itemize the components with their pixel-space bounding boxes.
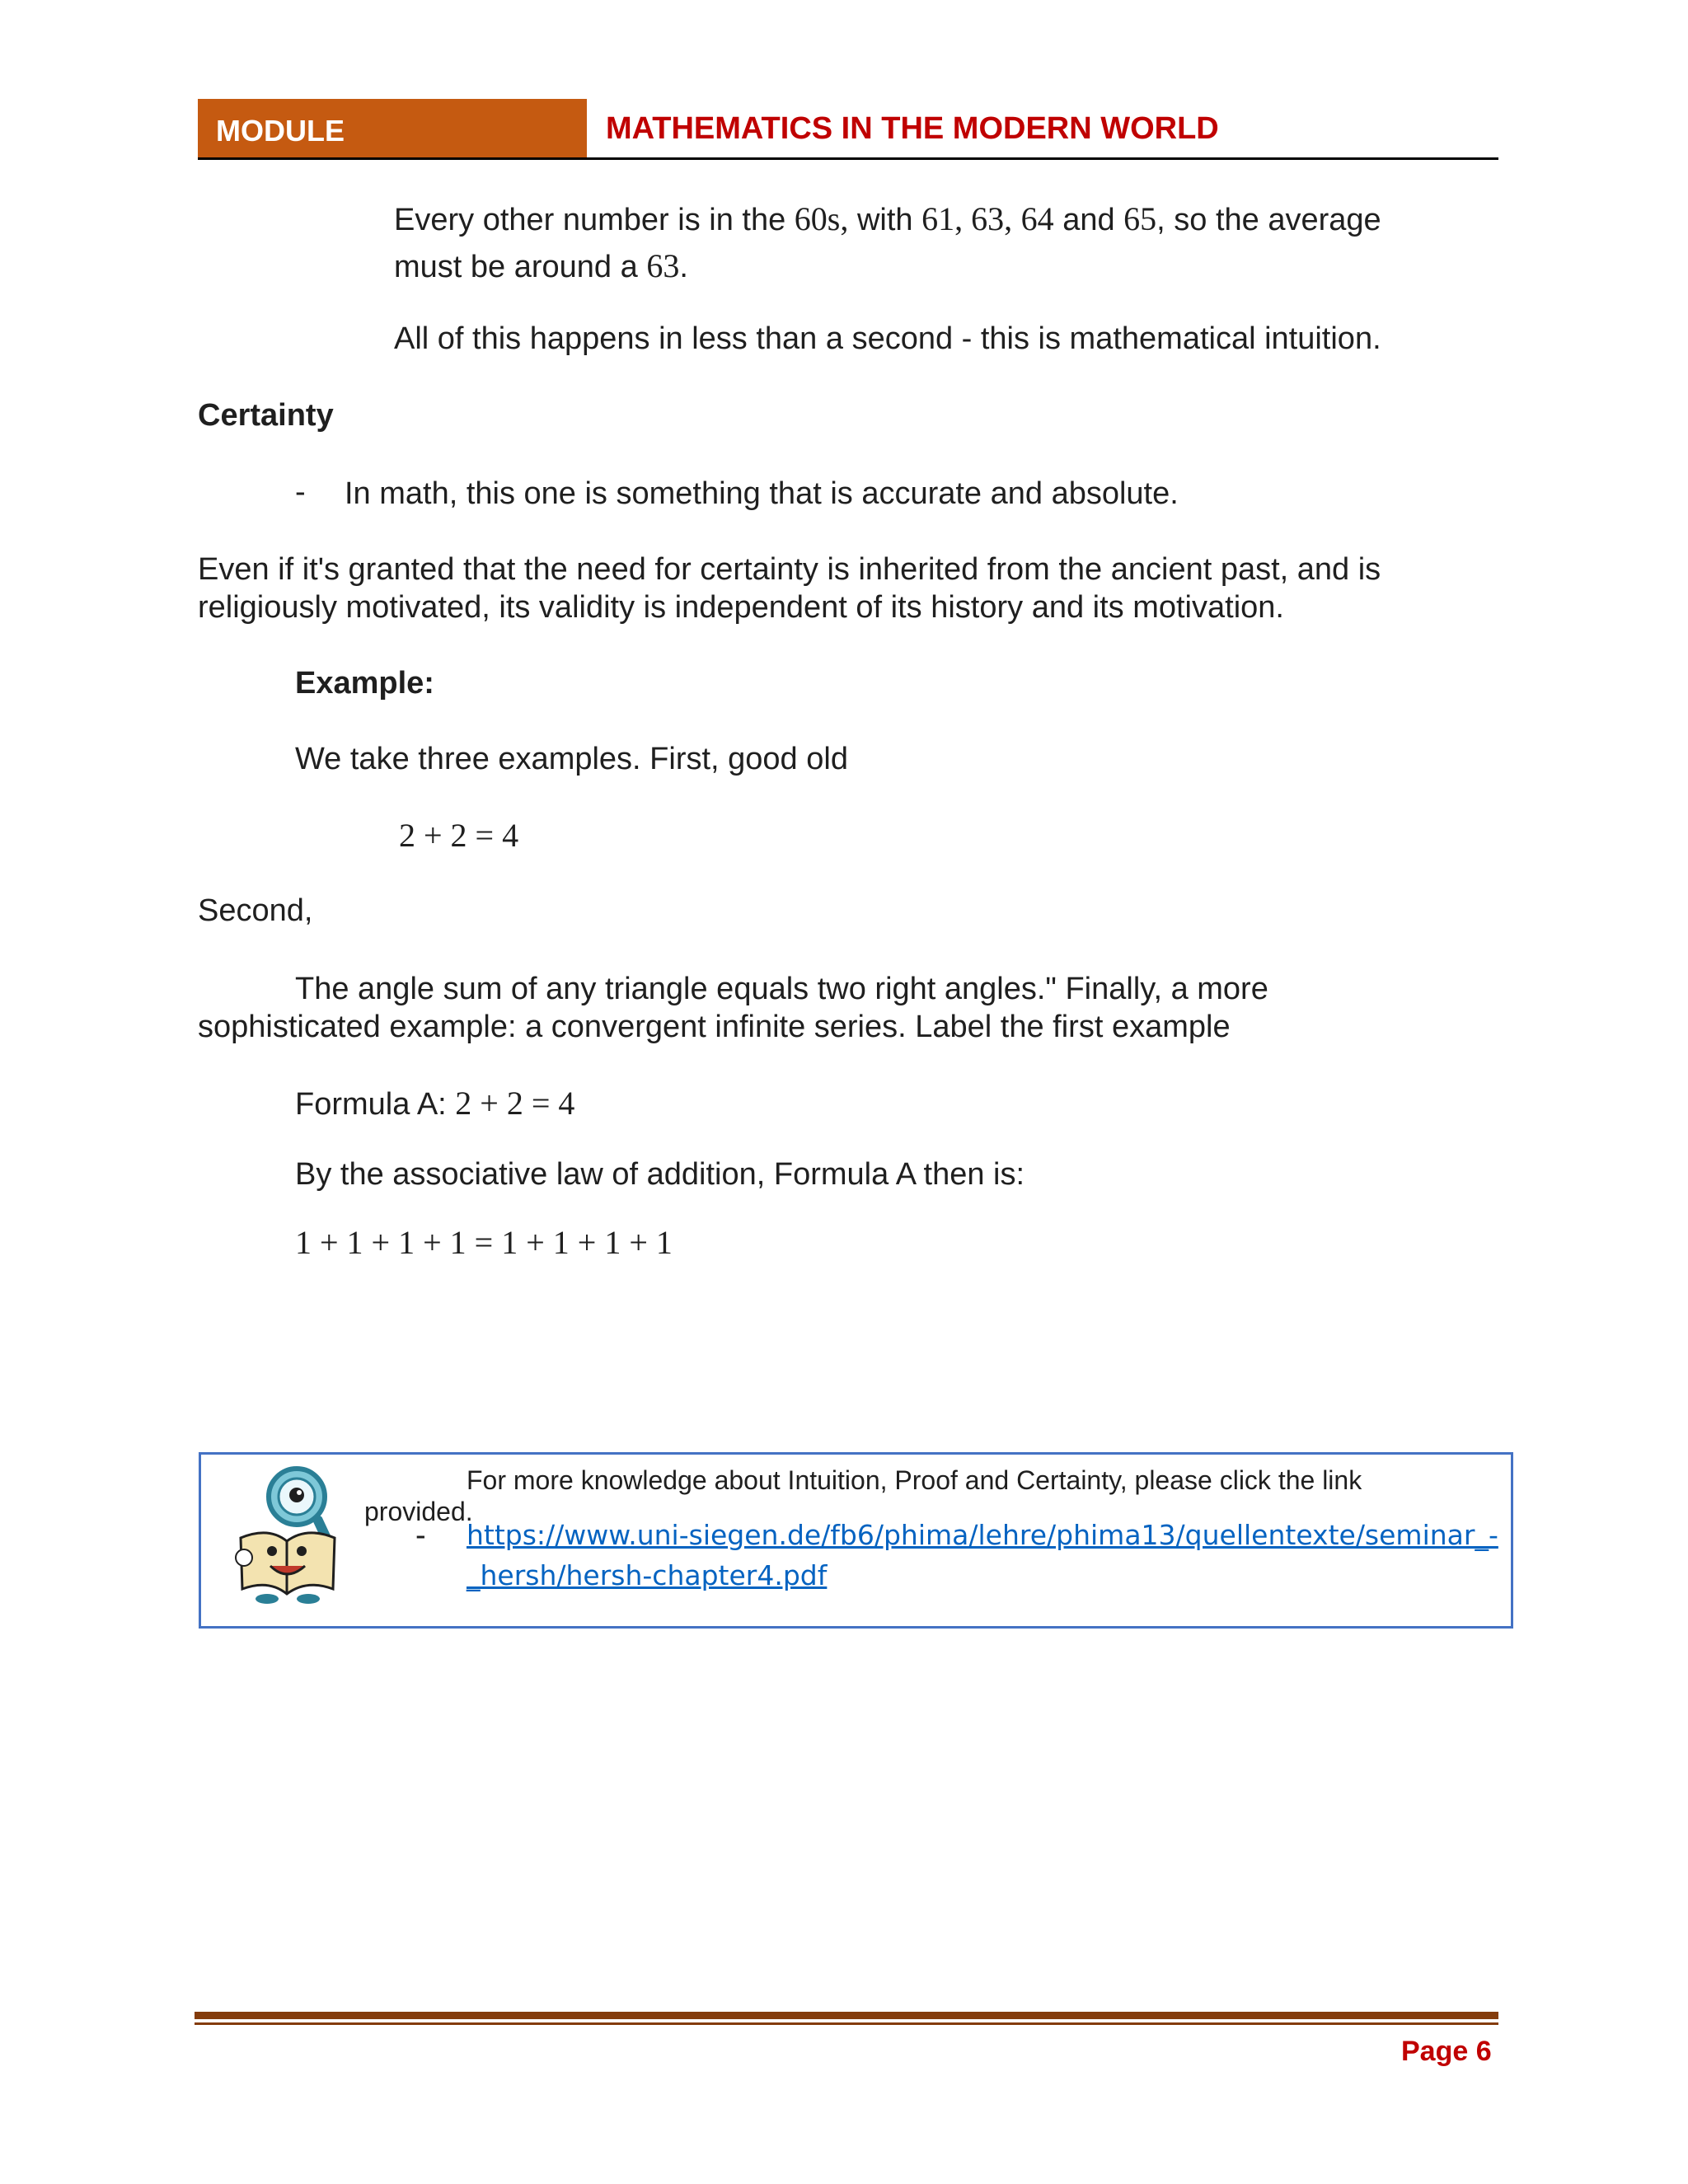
text-fragment: and <box>1062 203 1115 237</box>
second-label: Second, <box>198 893 313 928</box>
certainty-definition: In math, this one is something that is accurate and absolute. <box>345 476 1179 511</box>
math-65: 65 <box>1123 200 1157 237</box>
triangle-line-2: sophisticated example: a convergent infinite series. Label the first example <box>198 1010 1231 1044</box>
text-fragment: must be around a <box>394 250 638 284</box>
intuition-summary: All of this happens in less than a second - this is mathematical intuition. <box>394 321 1381 356</box>
math-63: 63 <box>646 247 680 284</box>
hersh-chapter-link[interactable]: https://www.uni-siegen.de/fb6/phima/lehre/phima13/quellentexte/seminar_- <box>467 1519 1498 1551</box>
bullet-dash: - <box>295 475 306 509</box>
page-number: Page 6 <box>1401 2036 1492 2067</box>
intuition-line-1 <box>394 200 1381 239</box>
module-label: MODULE <box>216 114 345 148</box>
equation-ones: 1 + 1 + 1 + 1 = 1 + 1 + 1 + 1 <box>295 1224 673 1261</box>
formula-a-equation: 2 + 2 = 4 <box>455 1085 575 1122</box>
text-fragment: Every other number is in the <box>394 203 786 237</box>
example-intro: We take three examples. First, good old <box>295 742 848 776</box>
footer-rule-thick <box>195 2012 1498 2019</box>
equation-2-plus-2: 2 + 2 = 4 <box>399 817 519 854</box>
header-divider <box>198 157 1498 160</box>
footer-rule-thin <box>195 2022 1498 2025</box>
certainty-paragraph-line-1: Even if it's granted that the need for certainty is inherited from the ancient past, and is <box>198 552 1381 587</box>
triangle-line-1: The angle sum of any triangle equals two right angles." Finally, a more <box>295 972 1268 1006</box>
text-fragment: , so the average <box>1156 203 1381 237</box>
section-heading-certainty: Certainty <box>198 398 334 433</box>
math-61-63: 61, 63, <box>921 200 1013 237</box>
intuition-line-2 <box>394 247 688 286</box>
callout-text-line-2: provided. <box>364 1497 473 1526</box>
certainty-paragraph-line-2: religiously motivated, its validity is independent of its history and its motivation. <box>198 590 1284 625</box>
page-title: MATHEMATICS IN THE MODERN WORLD <box>606 111 1219 146</box>
hersh-chapter-link-continued[interactable]: _hersh/hersh-chapter4.pdf <box>467 1559 828 1591</box>
book-magnifier-mascot-icon <box>229 1459 346 1605</box>
example-heading: Example: <box>295 666 434 701</box>
math-60s: 60s, <box>794 200 849 237</box>
formula-a <box>295 1085 574 1123</box>
text-fragment: with <box>856 203 913 237</box>
text-fragment: . <box>679 250 688 284</box>
formula-a-label: Formula A: <box>295 1087 447 1122</box>
associative-law-text: By the associative law of addition, Formula A then is: <box>295 1157 1025 1192</box>
callout-bullet-dash: - <box>415 1518 426 1553</box>
math-64: 64 <box>1020 200 1054 237</box>
callout-text-line-1: For more knowledge about Intuition, Proof and Certainty, please click the link <box>467 1465 1362 1495</box>
